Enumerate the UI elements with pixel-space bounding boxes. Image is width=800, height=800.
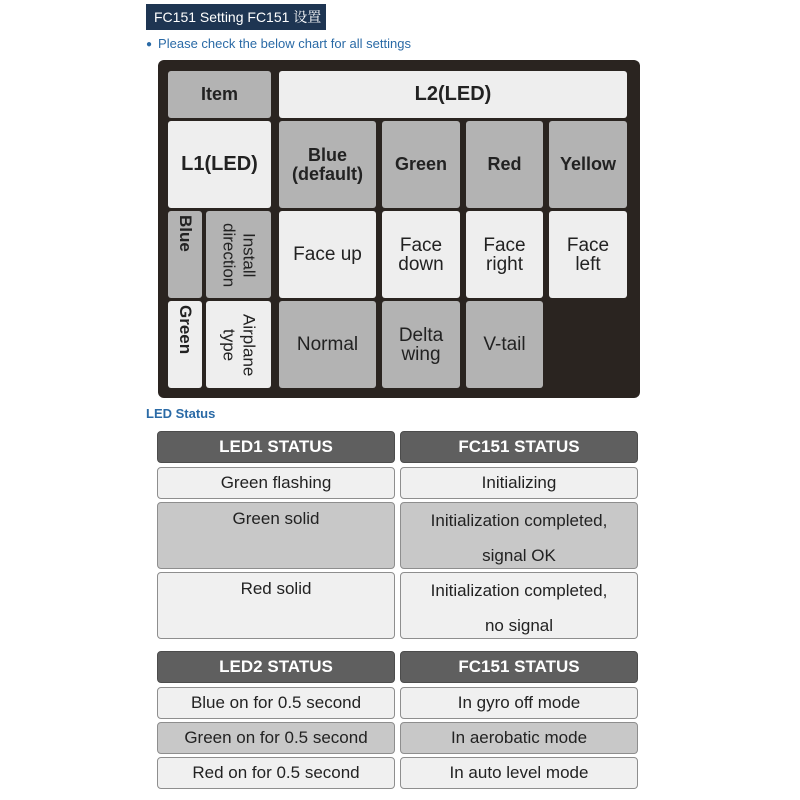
option-face-up: Face up	[279, 211, 376, 298]
led2-row-led: Blue on for 0.5 second	[157, 687, 395, 719]
led1-header: LED1 STATUS	[157, 431, 395, 463]
item-header: Item	[168, 71, 271, 118]
option-normal: Normal	[279, 301, 376, 388]
setting-airplane-type: Airplane type	[206, 301, 271, 388]
l2-header: L2(LED)	[279, 71, 627, 118]
option-face-right: Face right	[466, 211, 543, 298]
option-v-tail: V-tail	[466, 301, 543, 388]
bullet-icon: ●	[146, 39, 153, 51]
setting-install-direction: Install direction	[206, 211, 271, 298]
option-face-left: Face left	[549, 211, 627, 298]
l1-color-blue: Blue	[168, 211, 202, 298]
l1-header: L1(LED)	[168, 121, 271, 208]
led2-row-led: Red on for 0.5 second	[157, 757, 395, 789]
l1-color-green: Green	[168, 301, 202, 388]
led2-fc151-header: FC151 STATUS	[400, 651, 638, 683]
led2-row-led: Green on for 0.5 second	[157, 722, 395, 754]
led2-row-status: In auto level mode	[400, 757, 638, 789]
led2-row-status: In gyro off mode	[400, 687, 638, 719]
led2-row-status: In aerobatic mode	[400, 722, 638, 754]
intro-text	[146, 36, 411, 51]
led1-fc151-header: FC151 STATUS	[400, 431, 638, 463]
option-delta-wing: Delta wing	[382, 301, 460, 388]
led1-row-status: Initializing	[400, 467, 638, 499]
settings-chart	[158, 60, 640, 398]
option-face-down: Face down	[382, 211, 460, 298]
led2-header: LED2 STATUS	[157, 651, 395, 683]
led1-row-led: Green flashing	[157, 467, 395, 499]
led1-row-led: Red solid	[157, 572, 395, 639]
l2-color-yellow: Yellow	[549, 121, 627, 208]
led-status-title: LED Status	[146, 406, 216, 421]
led1-row-led: Green solid	[157, 502, 395, 569]
page-title: FC151 Setting FC151 设置	[146, 4, 326, 30]
l2-color-red: Red	[466, 121, 543, 208]
led1-row-status: Initialization completed, signal OK	[400, 502, 638, 569]
led1-row-status: Initialization completed, no signal	[400, 572, 638, 639]
l2-color-green: Green	[382, 121, 460, 208]
l2-color-blue: Blue (default)	[279, 121, 376, 208]
intro-label: Please check the below chart for all settings	[158, 36, 411, 51]
